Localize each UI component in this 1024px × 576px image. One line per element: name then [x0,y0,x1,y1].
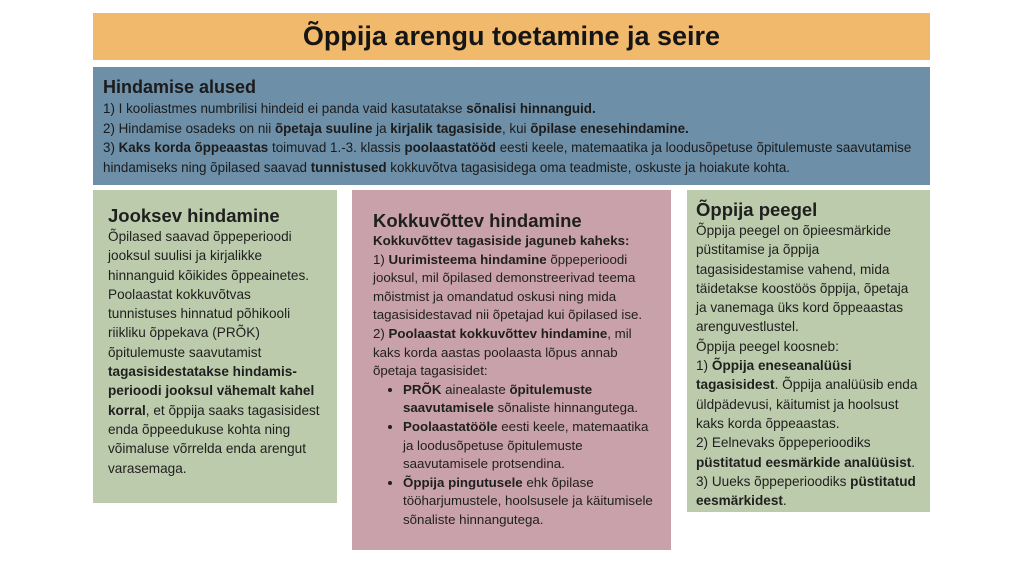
text: Õpilased saavad õppeperioodi jooksul suulisi ja kirjalikke hinnanguid kõikides õppeainetes. Poolaastat kokkuvõtvas tunnistuses hinnatud põhikooli riikliku õppekava (PRÕK) õpitulemuste saavutamist [108,229,310,360]
bold-text: püstitatud eesmärkide analüüsist [696,454,912,470]
bold-text: Õppija eneseanalüüsi tagasisidest [696,358,852,393]
paragraph [696,221,922,337]
text: 2) [373,325,389,341]
text: . Õppija analüüsib enda üldpädevusi, käitumist ja hoolsust kaks korda õppeaastas. [696,377,918,431]
bullet-item [403,418,657,474]
bold-text: sõnalisi hinnanguid. [466,101,596,116]
bold-text: Kokkuvõttev tagasiside jaguneb kaheks: [373,233,630,248]
text: 1) I kooliastmes numbrilisi hindeid ei panda vaid kasutatakse [103,101,467,116]
paragraph [373,232,657,251]
bold-text: Õppija pingutusele [403,474,523,490]
bold-text: tunnistused [310,159,387,175]
text: 3) [103,140,119,155]
bullet-item [403,474,657,530]
text: , mil kaks korda aastas poolaasta lõpus annab õpetaja tagasisidet: [373,325,632,379]
assessment-basics-panel [93,67,930,185]
paragraph [696,356,922,433]
text: 1) [373,251,389,267]
paragraph [696,433,922,472]
assessment-basics-heading: Hindamise alused [103,77,257,97]
text: Õppija peegel on õpieesmärkide püstitamise ja õppija tagasisidestamise vahend, mida täidetakse koostöös õppija, õpetaja ja vanemaga üks kord õppeaastas arenguvestlustel. [696,223,909,335]
bullet-item [403,381,657,418]
learner-mirror-heading: Õppija peegel [696,199,818,220]
text: eesti keele, matemaatika ja loodusõpetuse õpitulemuste saavutamisele protsendina. [403,418,649,472]
bold-text: Uurimisteema hindamine [388,251,547,267]
text: . [911,454,916,470]
text: ehk õpilase tööharjumustele, hoolsusele ja käitumisele sõnaliste hinnangutega. [403,474,653,527]
text: 2) Eelnevaks õppeperioodiks [696,435,871,451]
text: 3) Uueks õppeperioodiks [696,473,851,489]
summative-assessment-body [373,232,657,381]
paragraph [108,227,323,478]
bold-text: õpetaja suuline [274,120,373,136]
bold-text: õpitulemuste saavutamisele [403,381,593,416]
ongoing-assessment-heading: Jooksev hindamine [108,205,280,226]
bold-text: Poolaastatööle [403,418,498,434]
summative-assessment-heading: Kokkuvõttev hindamine [373,210,582,231]
ongoing-assessment-panel [93,190,337,503]
page-title: Õppija arengu toetamine ja seire [93,13,930,60]
bold-text: püstitatud eesmärkidest [696,473,916,509]
learner-mirror-panel [687,190,930,512]
text: 2) Hindamise osadeks on nii [103,120,275,136]
bold-text: kirjalik tagasiside [390,120,502,136]
ongoing-assessment-body [108,227,323,478]
text: ja [372,120,391,136]
bold-text: Kaks korda õppeaastas [118,140,269,155]
text: . [782,493,787,509]
paragraph [103,138,920,177]
paragraph [696,337,922,356]
text: õppeperioodi jooksul, mil õpilased demonstreerivad teema mõistmist ja omandatud oskusi ning mida tagasisidestavad nii õpetajad kui õpilased ise. [373,251,643,323]
paragraph [103,119,920,139]
text: sõnaliste hinnangutega. [493,400,639,416]
text: Õppija peegel koosneb: [696,338,839,354]
bold-text: poolaastatööd [404,140,496,155]
paragraph [373,251,657,325]
text: , kui [501,120,531,136]
paragraph [696,472,922,511]
text: ainealaste [441,381,510,397]
text: 1) [696,358,712,374]
summative-assessment-panel [352,190,671,550]
text: toimuvad 1.-3. klassis [268,140,405,155]
text: kokkuvõtva tagasisidega oma teadmiste, oskuste ja hoiakute kohta. [386,159,791,175]
text: eesti keele, matemaatika ja loodusõpetuse õpitulemuste saavutamise hindamiseks ning õpilased saavad [103,140,912,175]
text: , et õppija saaks tagasisidest enda õppeedukuse kohta ning võimaluse võrrelda enda arengut varasemaga. [108,402,320,476]
summative-assessment-bullets [373,381,657,530]
paragraph [103,99,920,119]
paragraph [373,325,657,381]
learner-mirror-body [696,221,922,510]
bold-text: Poolaastat kokkuvõttev hindamine [388,325,608,341]
bold-text: tagasisidestatakse hindamis-perioodi jooksul vähemalt kahel korral [108,364,315,418]
bold-text: PRÕK [403,381,442,397]
assessment-basics-body [103,99,920,177]
bold-text: õpilase enesehindamine. [530,120,689,136]
